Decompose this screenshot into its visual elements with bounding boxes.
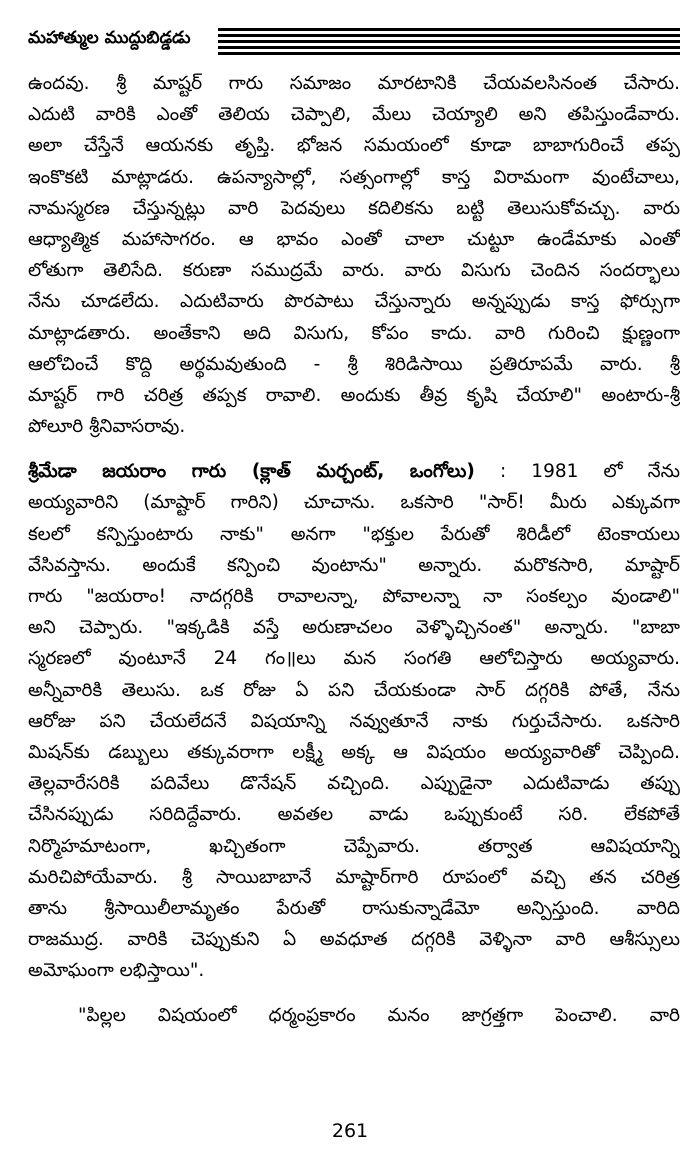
text-line: చేసినప్పుడు సరిదిద్దేవారు. అవతల వాడు ఒప్పుకుంటే సరి. లేకపోతే	[28, 804, 680, 826]
lead-text: : 1981 లో నేను	[474, 461, 680, 483]
page-number: 261	[331, 1120, 369, 1142]
body-text	[28, 68, 680, 1032]
header-rule	[218, 46, 680, 49]
speaker-name: శ్రీమేడా జయరాం గారు (క్లాత్ మర్చంట్, ఒంగోలు)	[28, 461, 475, 483]
text-line: స్మరణలో వుంటూనే 24 గం॥లు మన సంగతి ఆలోచిస్తారు అయ్యవారు.	[28, 648, 680, 670]
text-line: "పిల్లల విషయంలో ధర్మంప్రకారం మనం జాగ్రత్తగా పెంచాలి. వారి	[78, 1005, 680, 1027]
paragraph	[28, 456, 680, 986]
text-line: అలా చేస్తేనే ఆయనకు తృప్తి. భోజన సమయంలో కూడా బాబాగురించే తప్ప	[28, 135, 680, 157]
paragraph-gap	[28, 986, 680, 1000]
text-line: అమోఘంగా లభిస్తాయి".	[28, 960, 205, 982]
text-line: వేసివస్తాను. అందుకే కన్పించి వుంటాను" అన్నారు. మరొకసారి, మాష్టార్	[28, 554, 680, 576]
text-line	[28, 456, 680, 487]
text-line: మిషన్‌కు డబ్బులు తక్కువరాగా లక్ష్మీ అక్క ఆ విషయం అయ్యవారితో చెప్పింది.	[28, 741, 680, 763]
text-line: అన్నీవారికి తెలుసు. ఒక రోజు ఏ పని చేయకుండా సార్ దగ్గరికి పోతే, నేను	[28, 679, 680, 701]
text-line: ఆరోజు పని చేయలేదనే విషయాన్ని నవ్వుతూనే నాకు గుర్తుచేసారు. ఒకసారి	[28, 710, 680, 732]
paragraph	[28, 1000, 680, 1031]
header-rule	[218, 28, 680, 31]
text-line: నేను చూడలేదు. ఎదుటివారు పొరపాటు చేస్తున్నారు అన్నప్పుడు కాస్త ఫోర్సుగా	[28, 291, 680, 313]
text-line: రాజముద్ర. వారికి చెప్పుకుని ఏ అవధూత దగ్గరికి వెళ్ళినా వారి ఆశీస్సులు	[28, 929, 680, 951]
paragraph-gap	[28, 442, 680, 456]
text-line: పోలూరి శ్రీనివాసరావు.	[28, 416, 186, 438]
running-title: మహాత్ముల ముద్దుబిడ్డడు	[28, 28, 191, 48]
text-line: ఆధ్యాత్మిక మహాసాగరం. ఆ భావం ఎంతో చాలా చుట్టూ ఉండేమాకు ఎంతో	[28, 228, 680, 250]
page-header	[28, 26, 680, 60]
text-line: అని చెప్పారు. "ఇక్కడికి వస్తే అరుణాచలం వెళ్ళొచ్చినంత" అన్నారు. "బాబా	[28, 617, 680, 639]
text-line: నిర్మొహమాటంగా, ఖచ్చితంగా చెప్పేవారు. తర్వాత ఆవిషయాన్ని	[28, 835, 680, 857]
paragraph	[28, 68, 680, 442]
text-line: మాట్లాడతారు. అంతేకాని అది విసుగు, కోపం కాదు. వారి గురించి క్షుణ్ణంగా	[28, 322, 680, 344]
text-line: లోతుగా తెలిసేది. కరుణా సముద్రమే వారు. వారు విసుగు చెందిన సందర్భాలు	[28, 260, 680, 282]
text-line: తెల్లవారేసరికి పదివేలు డొనేషన్ వచ్చింది. ఎప్పుడైనా ఎదుటివాడు తప్పు	[28, 773, 680, 795]
header-rule	[218, 34, 680, 37]
text-line: అయ్యవారిని (మాష్టార్ గారిని) చూచాను. ఒకసారి "సార్! మీరు ఎక్కువగా	[28, 492, 680, 514]
text-line: గారు "జయరాం! నాదగ్గరికి రావాలన్నా, పోవాలన్నా నా సంకల్పం వుండాలి"	[28, 586, 680, 607]
header-rule	[218, 40, 680, 43]
text-line: ఎదుటి వారికి ఎంతో తెలియ చెప్పాలి, మేలు చెయ్యాలి అని తపిస్తుండేవారు.	[28, 104, 680, 126]
text-line: ఆలోచించే కొద్ది అర్థమవుతుంది - శ్రీ శిరిడిసాయి ప్రతిరూపమే వారు. శ్రీ	[28, 353, 680, 375]
text-line: ఉందవు. శ్రీ మాష్టర్ గారు సమాజం మారటానికి చేయవలసినంత చేసారు.	[28, 73, 680, 94]
text-line: ఇంకొకటి మాట్లాడరు. ఉపన్యాసాల్లో, సత్సంగాల్లో కాస్త విరామంగా వుంటేచాలు,	[28, 166, 680, 188]
header-rule	[218, 52, 680, 55]
text-line: తాను శ్రీసాయిలీలామృతం పేరుతో రాసుకున్నాడేమో అన్పిస్తుంది. వారిది	[28, 897, 680, 919]
text-line: మరిచిపోయేవారు. శ్రీ సాయిబాబానే మాష్టార్‌గారి రూపంలో వచ్చి తన చరిత్ర	[28, 866, 680, 888]
text-line: కలలో కన్పిస్తుంటారు నాకు" అనగా "భక్తుల పేరుతో శిరిడీలో టెంకాయలు	[28, 523, 680, 545]
text-line: మాష్టర్ గారి చరిత్ర తప్పక రావాలి. అందుకు తీవ్ర కృషి చేయాలి" అంటారు-శ్రీ	[28, 384, 680, 406]
header-rules	[218, 28, 680, 58]
text-line: నామస్మరణ చేస్తున్నట్లు వారి పెదవులు కదిలికను బట్టి తెలుసుకోవచ్చు. వారు	[28, 197, 680, 219]
